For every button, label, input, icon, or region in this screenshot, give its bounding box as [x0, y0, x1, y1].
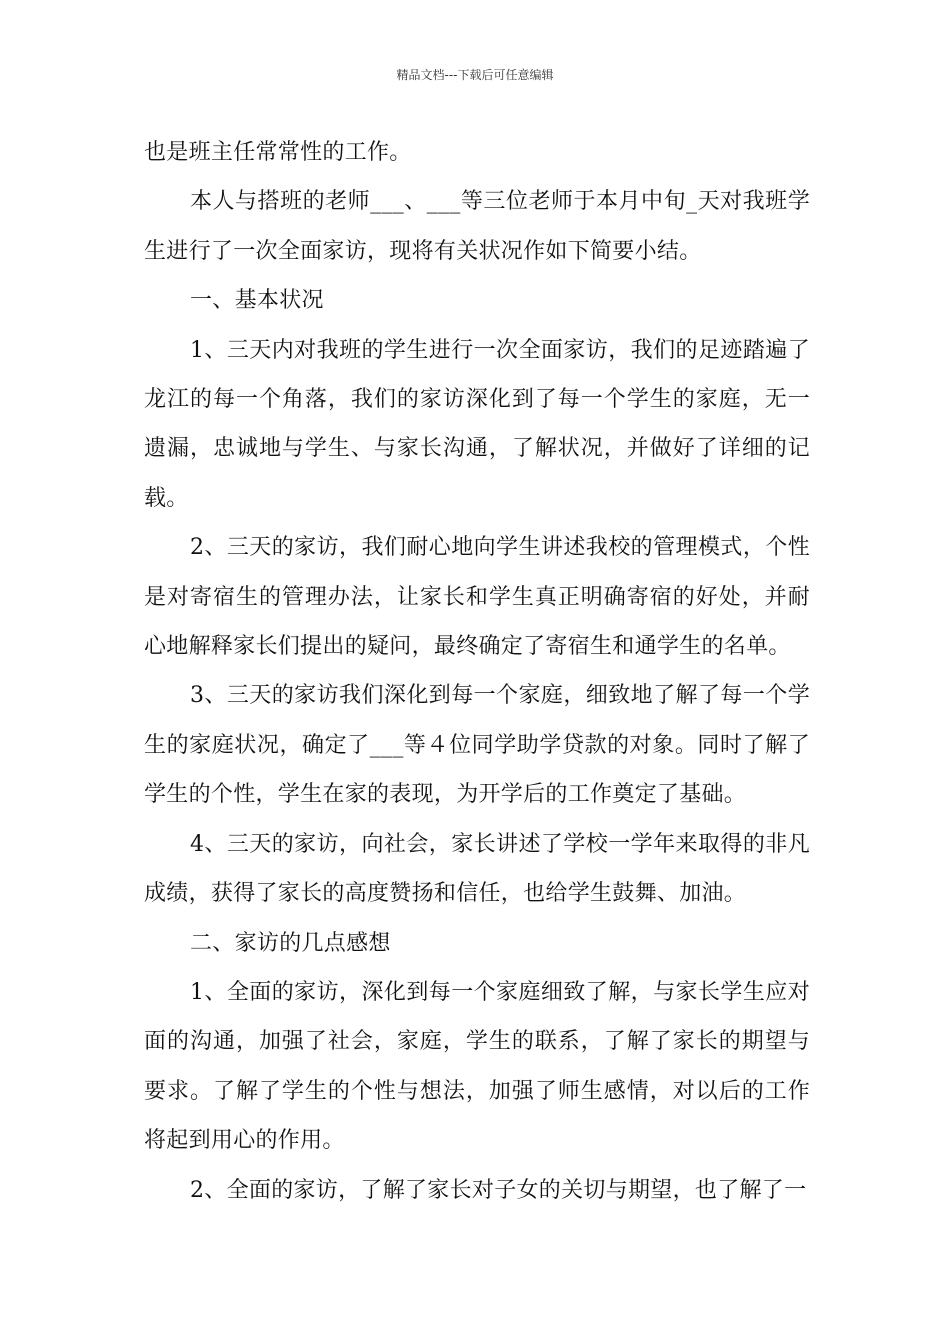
page-header: 精品文档---下载后可任意编辑 [396, 68, 554, 82]
paragraph-item-1: 1、三天内对我班的学生进行一次全面家访，我们的足迹踏遍了龙江的每一个角落，我们的家访深化到了每一个学生的家庭，无一遗漏，忠诚地与学生、与家长沟通，了解状况，并做好了详细的记载。 [144, 337, 810, 511]
paragraph-intro: 本人与搭班的老师___、___等三位老师于本月中旬_天对我班学生进行了一次全面家访，现将有关状况作如下简要小结。 [144, 189, 810, 264]
section-heading-reflections: 二、家访的几点感想 [190, 930, 391, 956]
paragraph-continuation: 也是班主任常常性的工作。 [144, 140, 412, 165]
paragraph-reflection-2: 2、全面的家访，了解了家长对子女的关切与期望，也了解了一 [190, 1177, 807, 1203]
paragraph-item-3: 3、三天的家访我们深化到每一个家庭，细致地了解了每一个学生的家庭状况，确定了___等４位同学助学贷款的对象。同时了解了学生的个性，学生在家的表现，为开学后的工作奠定了基础。 [144, 683, 810, 808]
section-heading-basic-status: 一、基本状况 [190, 288, 324, 314]
paragraph-reflection-1: 1、全面的家访，深化到每一个家庭细致了解，与家长学生应对面的沟通，加强了社会，家庭，学生的联系，了解了家长的期望与要求。了解了学生的个性与想法，加强了师生感情，对以后的工作将起到用心的作用。 [144, 979, 810, 1154]
document-body [144, 128, 810, 1215]
paragraph-item-2: 2、三天的家访，我们耐心地向学生讲述我校的管理模式，个性是对寄宿生的管理办法，让家长和学生真正明确寄宿的好处，并耐心地解释家长们提出的疑问，最终确定了寄宿生和通学生的名单。 [144, 535, 810, 660]
paragraph-item-4: 4、三天的家访，向社会，家长讲述了学校一学年来取得的非凡成绩，获得了家长的高度赞扬和信任，也给学生鼓舞、加油。 [144, 831, 810, 907]
